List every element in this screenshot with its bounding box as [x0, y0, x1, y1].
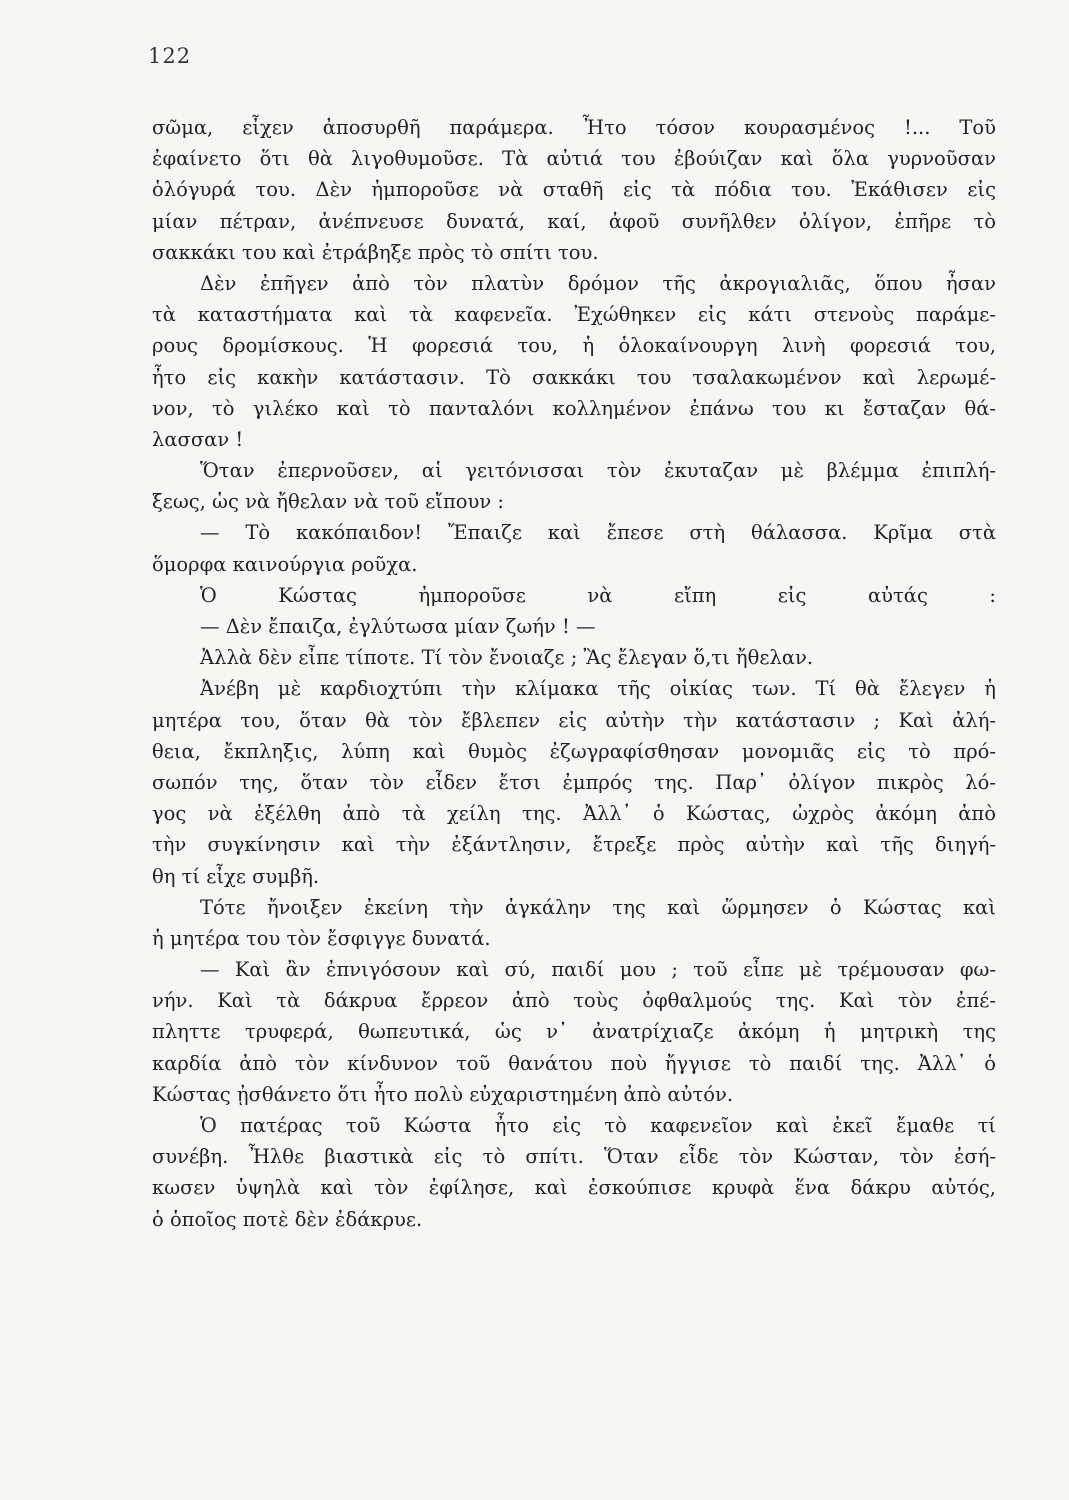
text-line: τὰ καταστήματα καὶ τὰ καφενεῖα. Ἐχώθηκεν εἰς κάτι στενοὺς παράμε- — [152, 303, 996, 327]
text-line: θη τί εἶχε συμβῆ. — [152, 864, 320, 888]
text-line: Ὁ Κώστας ἠμποροῦσε νὰ εἴπη εἰς αὐτάς : — [200, 583, 996, 607]
text-line: σωπόν της, ὅταν τὸν εἶδεν ἔτσι ἐμπρός της. Παρ᾽ ὀλίγον πικρὸς λό- — [152, 770, 996, 794]
text-line: Ἀλλὰ δὲν εἶπε τίποτε. Τί τὸν ἔνοιαζε ; Ἂς ἔλεγαν ὅ,τι ἤθελαν. — [200, 646, 814, 670]
text-line: — Τὸ κακόπαιδον! Ἔπαιζε καὶ ἔπεσε στὴ θάλασσα. Κρῖμα στὰ — [200, 521, 996, 545]
text-line: λασσαν ! — [152, 427, 244, 451]
page-number: 122 — [148, 44, 192, 68]
text-line: κωσεν ὑψηλὰ καὶ τὸν ἐφίλησε, καὶ ἐσκούπισε κρυφὰ ἕνα δάκρυ αὐτός, — [152, 1176, 996, 1200]
text-line: πληττε τρυφερά, θωπευτικά, ὡς ν᾽ ἀνατρίχιαζε ἀκόμη ἡ μητρικὴ της — [152, 1020, 996, 1044]
text-line: ὁ ὁποῖος ποτὲ δὲν ἐδάκρυε. — [152, 1207, 423, 1231]
text-line: Κώστας ᾐσθάνετο ὅτι ἦτο πολὺ εὐχαριστημένη ἀπὸ αὐτόν. — [152, 1082, 734, 1106]
body-text — [152, 112, 996, 1235]
text-line: ἡ μητέρα του τὸν ἔσφιγγε δυνατά. — [152, 926, 491, 950]
text-line: νήν. Καὶ τὰ δάκρυα ἔρρεον ἀπὸ τοὺς ὀφθαλμούς της. Καὶ τὸν ἐπέ- — [152, 989, 996, 1013]
text-line: Ὁ πατέρας τοῦ Κώστα ἦτο εἰς τὸ καφενεῖον καὶ ἐκεῖ ἔμαθε τί — [200, 1114, 996, 1137]
text-line: Ὅταν ἐπερνοῦσεν, αἱ γειτόνισσαι τὸν ἐκυταζαν μὲ βλέμμα ἐπιπλή- — [200, 459, 996, 483]
text-line: ἦτο εἰς κακὴν κατάστασιν. Τὸ σακκάκι του τσαλακωμένον καὶ λερωμέ- — [152, 365, 996, 389]
text-line: Δὲν ἐπῆγεν ἀπὸ τὸν πλατὺν δρόμον τῆς ἀκρογιαλιᾶς, ὅπου ἦσαν — [200, 271, 996, 295]
text-line: σακκάκι του καὶ ἐτράβηξε πρὸς τὸ σπίτι του. — [152, 240, 599, 264]
text-line: ὅμορφα καινούργια ροῦχα. — [152, 552, 418, 576]
text-line: ρους δρομίσκους. Ἡ φορεσιά του, ἡ ὁλοκαίνουργη λινὴ φορεσιά του, — [152, 334, 996, 358]
text-line: μητέρα του, ὅταν θὰ τὸν ἔβλεπεν εἰς αὐτὴν τὴν κατάστασιν ; Καὶ ἀλή- — [152, 708, 996, 732]
text-line: θεια, ἔκπληξις, λύπη καὶ θυμὸς ἐζωγραφίσθησαν μονομιᾶς εἰς τὸ πρό- — [152, 739, 996, 763]
text-line: συνέβη. Ἦλθε βιαστικὰ εἰς τὸ σπίτι. Ὅταν εἶδε τὸν Κώσταν, τὸν ἐσή- — [152, 1145, 996, 1169]
text-line: γος νὰ ἐξέλθη ἀπὸ τὰ χείλη της. Ἀλλ᾽ ὁ Κώστας, ὠχρὸς ἀκόμη ἀπὸ — [152, 802, 996, 826]
text-line: μίαν πέτραν, ἀνέπνευσε δυνατά, καί, ἀφοῦ συνῆλθεν ὀλίγον, ἐπῆρε τὸ — [152, 209, 996, 233]
text-line: Ἀνέβη μὲ καρδιοχτύπι τὴν κλίμακα τῆς οἰκίας των. Τί θὰ ἔλεγεν ἡ — [200, 677, 996, 701]
text-line: ὁλόγυρά του. Δὲν ἠμποροῦσε νὰ σταθῆ εἰς τὰ πόδια του. Ἐκάθισεν εἰς — [152, 178, 996, 202]
text-line: — Καὶ ἂν ἐπνιγόσουν καὶ σύ, παιδί μου ; τοῦ εἶπε μὲ τρέμουσαν φω- — [200, 958, 996, 982]
text-line: ξεως, ὡς νὰ ἤθελαν νὰ τοῦ εἴπουν : — [152, 490, 504, 514]
text-line: Τότε ἤνοιξεν ἐκείνη τὴν ἀγκάλην της καὶ ὥρμησεν ὁ Κώστας καὶ — [200, 895, 996, 919]
text-line: τὴν συγκίνησιν καὶ τὴν ἐξάντλησιν, ἔτρεξε πρὸς αὐτὴν καὶ τῆς διηγή- — [152, 833, 996, 857]
text-line: σῶμα, εἶχεν ἀποσυρθῆ παράμερα. Ἦτο τόσον κουρασμένος !... Τοῦ — [152, 116, 996, 139]
text-line: νον, τὸ γιλέκο καὶ τὸ πανταλόνι κολλημένον ἐπάνω του κι ἔσταζαν θά- — [152, 396, 996, 420]
text-line: καρδία ἀπὸ τὸν κίνδυνον τοῦ θανάτου ποὺ ἤγγισε τὸ παιδί της. Ἀλλ᾽ ὁ — [152, 1051, 996, 1075]
text-line: ἐφαίνετο ὅτι θὰ λιγοθυμοῦσε. Τὰ αὐτιά του ἐβούιζαν καὶ ὅλα γυρνοῦσαν — [152, 147, 996, 171]
text-line: — Δὲν ἔπαιζα, ἐγλύτωσα μίαν ζωήν ! — — [200, 615, 596, 638]
